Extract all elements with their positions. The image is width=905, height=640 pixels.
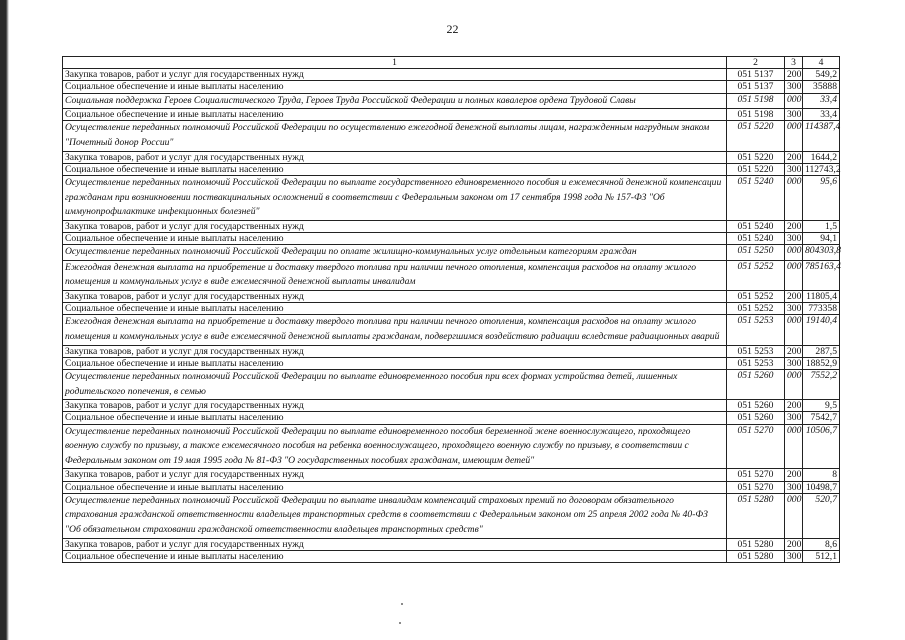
table-row: [63, 151, 840, 163]
row-name: Социальное обеспечение и иные выплаты населению: [63, 81, 727, 93]
budget-table: [62, 56, 840, 563]
row-type: 000: [785, 93, 803, 109]
row-type: 200: [785, 469, 803, 481]
row-type: 300: [785, 163, 803, 175]
row-sum: 94,1: [803, 232, 840, 244]
row-type: 300: [785, 481, 803, 493]
row-code: 051 5198: [727, 109, 785, 121]
row-type: 300: [785, 109, 803, 121]
row-sum: 549,2: [803, 69, 840, 81]
row-name: Осуществление переданных полномочий Российской Федерации по выплате государственного единовременного пособия и ежемесячной денежной компенсации гражданам при возникновении поствакцинальных осложнений в соответствии с Федеральным законом от 17 сентября 1998 года № 157-ФЗ "Об иммунопрофилактике инфекционных болезней": [63, 176, 727, 221]
row-sum: 1,5: [803, 220, 840, 232]
row-type: 000: [785, 424, 803, 469]
row-name: Социальное обеспечение и иные выплаты населению: [63, 550, 727, 562]
row-sum: 9,5: [803, 400, 840, 412]
row-name: Осуществление переданных полномочий Российской Федерации по осуществлению ежегодной денежной выплаты лицам, награжденным нагрудным знаком "Почетный донор России": [63, 121, 727, 151]
row-code: 051 5253: [727, 345, 785, 357]
table-body: [63, 69, 840, 563]
row-sum: 18852,9: [803, 357, 840, 369]
row-sum: 11805,4: [803, 290, 840, 302]
row-sum: 8,6: [803, 538, 840, 550]
table-row: [63, 369, 840, 399]
table-row: [63, 176, 840, 221]
row-name: Социальное обеспечение и иные выплаты населению: [63, 357, 727, 369]
row-name: Ежегодная денежная выплата на приобретение и доставку твердого топлива при наличии печного отопления, компенсация расходов на оплату жилого помещения и коммунальных услуг в виде ежемесячной денежной выплаты инвалидам: [63, 260, 727, 290]
row-name: Социальное обеспечение и иные выплаты населению: [63, 109, 727, 121]
row-code: 051 5260: [727, 412, 785, 424]
row-code: 051 5260: [727, 369, 785, 399]
table-row: [63, 93, 840, 109]
row-sum: 773358: [803, 303, 840, 315]
table-row: [63, 424, 840, 469]
row-sum: 287,5: [803, 345, 840, 357]
row-type: 000: [785, 315, 803, 345]
row-name: Ежегодная денежная выплата на приобретение и доставку твердого топлива при наличии печного отопления, компенсация расходов на оплату жилого помещения и коммунальных услуг в виде ежемесячной денежной выплаты гражданам, подвергшимся воздействию радиации вследствие радиационных аварий: [63, 315, 727, 345]
row-sum: 10506,7: [803, 424, 840, 469]
row-code: 051 5240: [727, 220, 785, 232]
row-name: Социальное обеспечение и иные выплаты населению: [63, 232, 727, 244]
table-row: [63, 232, 840, 244]
row-name: Закупка товаров, работ и услуг для государственных нужд: [63, 151, 727, 163]
row-name: Социальное обеспечение и иные выплаты населению: [63, 412, 727, 424]
table-row: [63, 69, 840, 81]
table-row: [63, 163, 840, 175]
row-sum: 7552,2: [803, 369, 840, 399]
row-sum: 114387,4: [803, 121, 840, 151]
row-sum: 8: [803, 469, 840, 481]
row-code: 051 5270: [727, 469, 785, 481]
row-name: Социальное обеспечение и иные выплаты населению: [63, 303, 727, 315]
table-row: [63, 481, 840, 493]
table-row: [63, 315, 840, 345]
row-name: Закупка товаров, работ и услуг для государственных нужд: [63, 69, 727, 81]
scan-binding-edge: [0, 0, 9, 640]
row-code: 051 5270: [727, 481, 785, 493]
table-row: [63, 469, 840, 481]
row-code: 051 5253: [727, 315, 785, 345]
row-name: Закупка товаров, работ и услуг для государственных нужд: [63, 400, 727, 412]
row-type: 000: [785, 121, 803, 151]
row-name: Закупка товаров, работ и услуг для государственных нужд: [63, 538, 727, 550]
table-row: [63, 303, 840, 315]
row-name: Закупка товаров, работ и услуг для государственных нужд: [63, 220, 727, 232]
row-name: Закупка товаров, работ и услуг для государственных нужд: [63, 290, 727, 302]
row-sum: 512,1: [803, 550, 840, 562]
row-code: 051 5240: [727, 176, 785, 221]
row-name: Социальное обеспечение и иные выплаты населению: [63, 481, 727, 493]
row-type: 200: [785, 400, 803, 412]
table-row: [63, 245, 840, 261]
row-code: 051 5270: [727, 424, 785, 469]
row-name: Осуществление переданных полномочий Российской Федерации по оплате жилищно-коммунальных услуг отдельным категориям граждан: [63, 245, 727, 261]
table-row: [63, 400, 840, 412]
row-code: 051 5280: [727, 538, 785, 550]
row-name: Осуществление переданных полномочий Российской Федерации по выплате инвалидам компенсаций страховых премий по договорам обязательного страхования гражданской ответственности владельцев транспортных средств в соответствии с Федеральным законом от 25 апреля 2002 года № 40-ФЗ "Об обязательном страховании гражданской ответственности владельцев транспортных средств": [63, 493, 727, 538]
row-type: 000: [785, 176, 803, 221]
header-col-2: 2: [727, 57, 785, 69]
row-code: 051 5220: [727, 121, 785, 151]
row-sum: 33,4: [803, 109, 840, 121]
row-code: 051 5252: [727, 260, 785, 290]
row-code: 051 5198: [727, 93, 785, 109]
row-sum: 10498,7: [803, 481, 840, 493]
row-code: 051 5250: [727, 245, 785, 261]
header-col-4: 4: [803, 57, 840, 69]
row-name: Закупка товаров, работ и услуг для государственных нужд: [63, 469, 727, 481]
scan-speck: [399, 622, 401, 624]
row-type: 200: [785, 69, 803, 81]
scan-speck: [401, 603, 403, 605]
table-row: [63, 493, 840, 538]
row-type: 300: [785, 357, 803, 369]
table-row: [63, 345, 840, 357]
row-code: 051 5137: [727, 69, 785, 81]
row-type: 300: [785, 81, 803, 93]
table-row: [63, 357, 840, 369]
table-row: [63, 550, 840, 562]
row-type: 300: [785, 232, 803, 244]
row-sum: 520,7: [803, 493, 840, 538]
row-type: 200: [785, 538, 803, 550]
header-col-1: 1: [63, 57, 727, 69]
row-type: 300: [785, 303, 803, 315]
row-type: 000: [785, 493, 803, 538]
table-row: [63, 260, 840, 290]
table-row: [63, 290, 840, 302]
row-sum: 7542,7: [803, 412, 840, 424]
row-sum: 112743,2: [803, 163, 840, 175]
row-sum: 785163,4: [803, 260, 840, 290]
row-type: 300: [785, 550, 803, 562]
table-row: [63, 81, 840, 93]
row-type: 000: [785, 245, 803, 261]
row-type: 000: [785, 260, 803, 290]
table-row: [63, 109, 840, 121]
row-type: 200: [785, 290, 803, 302]
row-name: Осуществление переданных полномочий Российской Федерации по выплате единовременного пособия беременной жене военнослужащего, проходящего военную службу по призыву, а также ежемесячного пособия на ребенка военнослужащего, проходящего военную службу по призыву, в соответствии с Федеральным законом от 19 мая 1995 года № 81-ФЗ "О государственных пособиях гражданам, имеющим детей": [63, 424, 727, 469]
row-type: 200: [785, 220, 803, 232]
row-code: 051 5137: [727, 81, 785, 93]
row-code: 051 5253: [727, 357, 785, 369]
table-row: [63, 121, 840, 151]
row-sum: 35888: [803, 81, 840, 93]
row-type: 000: [785, 369, 803, 399]
row-name: Закупка товаров, работ и услуг для государственных нужд: [63, 345, 727, 357]
row-code: 051 5220: [727, 163, 785, 175]
page-number: 22: [446, 22, 459, 36]
row-sum: 804303,8: [803, 245, 840, 261]
table-row: [63, 538, 840, 550]
row-name: Социальное обеспечение и иные выплаты населению: [63, 163, 727, 175]
row-code: 051 5220: [727, 151, 785, 163]
table-row: [63, 412, 840, 424]
row-type: 300: [785, 412, 803, 424]
row-code: 051 5280: [727, 550, 785, 562]
row-type: 200: [785, 345, 803, 357]
row-code: 051 5240: [727, 232, 785, 244]
row-sum: 95,6: [803, 176, 840, 221]
row-sum: 19140,4: [803, 315, 840, 345]
row-type: 200: [785, 151, 803, 163]
row-code: 051 5280: [727, 493, 785, 538]
row-name: Осуществление переданных полномочий Российской Федерации по выплате единовременного пособия при всех формах устройства детей, лишенных родительского попечения, в семью: [63, 369, 727, 399]
row-code: 051 5252: [727, 290, 785, 302]
row-sum: 1644,2: [803, 151, 840, 163]
row-code: 051 5252: [727, 303, 785, 315]
row-sum: 33,4: [803, 93, 840, 109]
header-col-3: 3: [785, 57, 803, 69]
row-name: Социальная поддержка Героев Социалистического Труда, Героев Труда Российской Федерации и полных кавалеров ордена Трудовой Славы: [63, 93, 727, 109]
table-header-row: [63, 57, 840, 69]
table-row: [63, 220, 840, 232]
row-code: 051 5260: [727, 400, 785, 412]
